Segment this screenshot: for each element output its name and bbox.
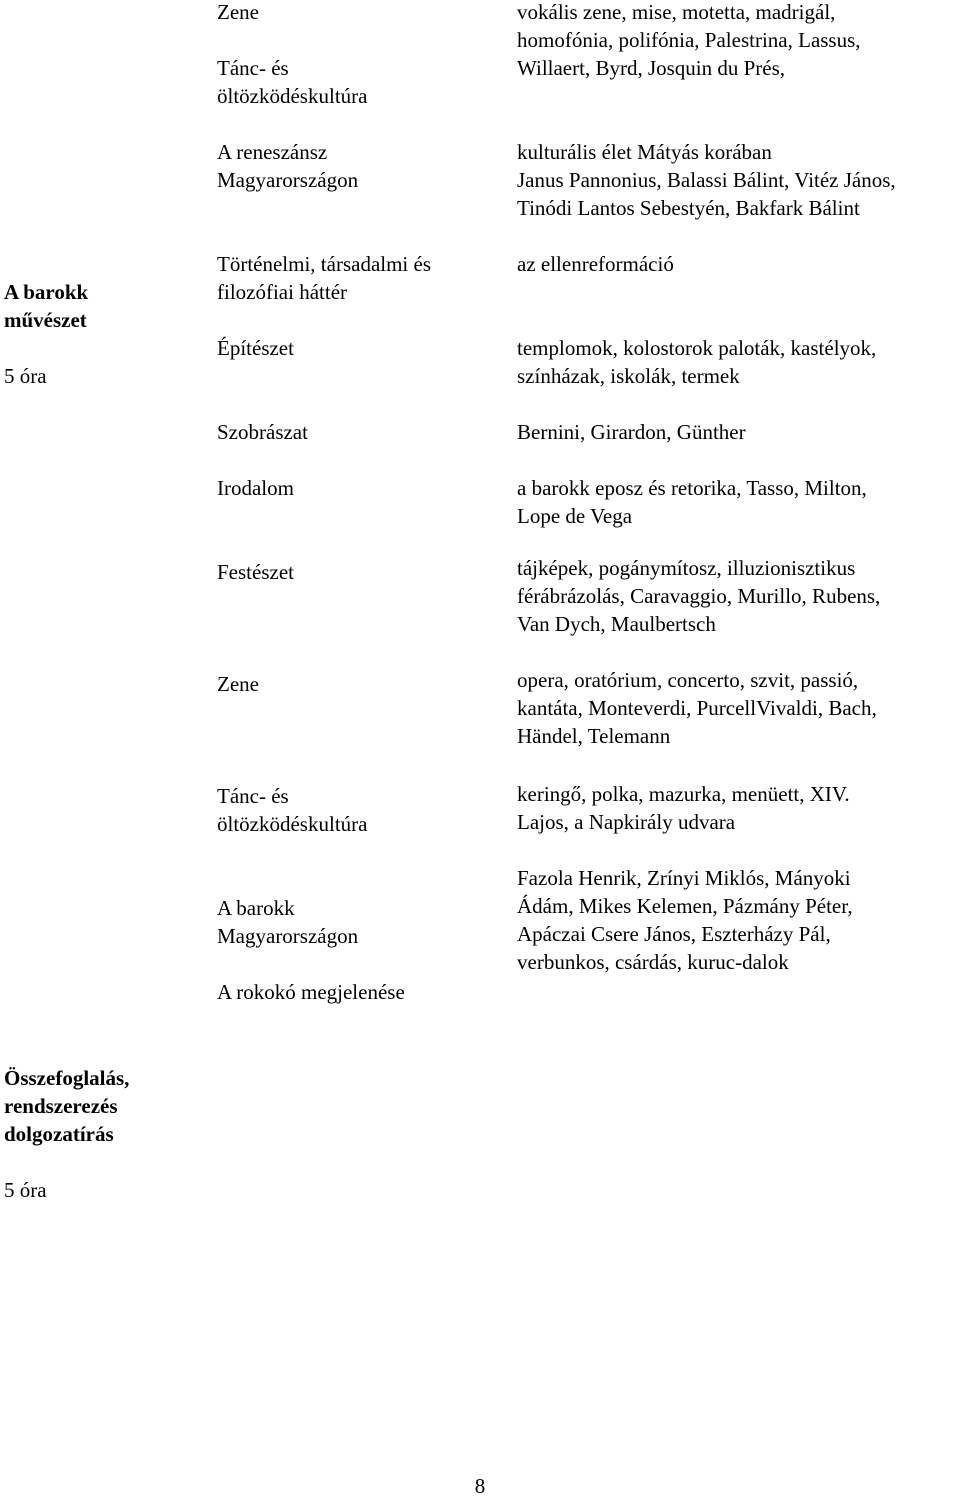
section-hours: 5 óra (4, 364, 47, 388)
topic-item: Tánc- és öltözködéskultúra (217, 56, 368, 108)
content-item: tájképek, pogánymítosz, illuzionisztikus férábrázolás, Caravaggio, Murillo, Rubens, Van Dych, Maulbertsch (517, 556, 881, 636)
topic-item: Zene (217, 0, 259, 24)
topic-item: Zene (217, 672, 259, 696)
topic-item: Irodalom (217, 476, 294, 500)
content-item: keringő, polka, mazurka, menüett, XIV. Lajos, a Napkirály udvara (517, 782, 850, 834)
section-baroque-art (4, 250, 204, 390)
content-item: Fazola Henrik, Zrínyi Miklós, Mányoki Ádám, Mikes Kelemen, Pázmány Péter, Apáczai Csere János, Eszterházy Pál, verbunkos, csárdás, kuruc-dalok (517, 866, 853, 974)
topic-item: A reneszánsz Magyarországon (217, 140, 359, 192)
content-item: Bernini, Girardon, Günther (517, 420, 746, 444)
topic-item: Szobrászat (217, 420, 308, 444)
topic-item: Festészet (217, 560, 294, 584)
topic-item: A barokk Magyarországon (217, 896, 359, 948)
section-hours: 5 óra (4, 1178, 47, 1202)
topic-item: Történelmi, társadalmi és filozófiai háttér (217, 252, 432, 304)
topic-item: Építészet (217, 336, 294, 360)
content-item: kulturális élet Mátyás korában Janus Pannonius, Balassi Bálint, Vitéz János, Tinódi Lantos Sebestyén, Bakfark Bálint (517, 140, 896, 220)
content-item: vokális zene, mise, motetta, madrigál, homofónia, polifónia, Palestrina, Lassus, Willaert, Byrd, Josquin du Prés, (517, 0, 861, 80)
page-number: 8 (474, 1474, 486, 1498)
content-item: opera, oratórium, concerto, szvit, passió, kantáta, Monteverdi, PurcellVivaldi, Bach, Händel, Telemann (517, 668, 877, 748)
section-summary (4, 1036, 204, 1204)
topic-item: Tánc- és öltözködéskultúra (217, 784, 368, 836)
section-title: A barokk művészet (4, 280, 89, 332)
section-title: Összefoglalás, rendszerezés dolgozatírás (4, 1066, 130, 1146)
content-item: az ellenreformáció (517, 252, 674, 276)
content-item: a barokk eposz és retorika, Tasso, Milton, Lope de Vega (517, 476, 867, 528)
topic-item: A rokokó megjelenése (217, 980, 405, 1004)
content-item: templomok, kolostorok paloták, kastélyok, színházak, iskolák, termek (517, 336, 877, 388)
